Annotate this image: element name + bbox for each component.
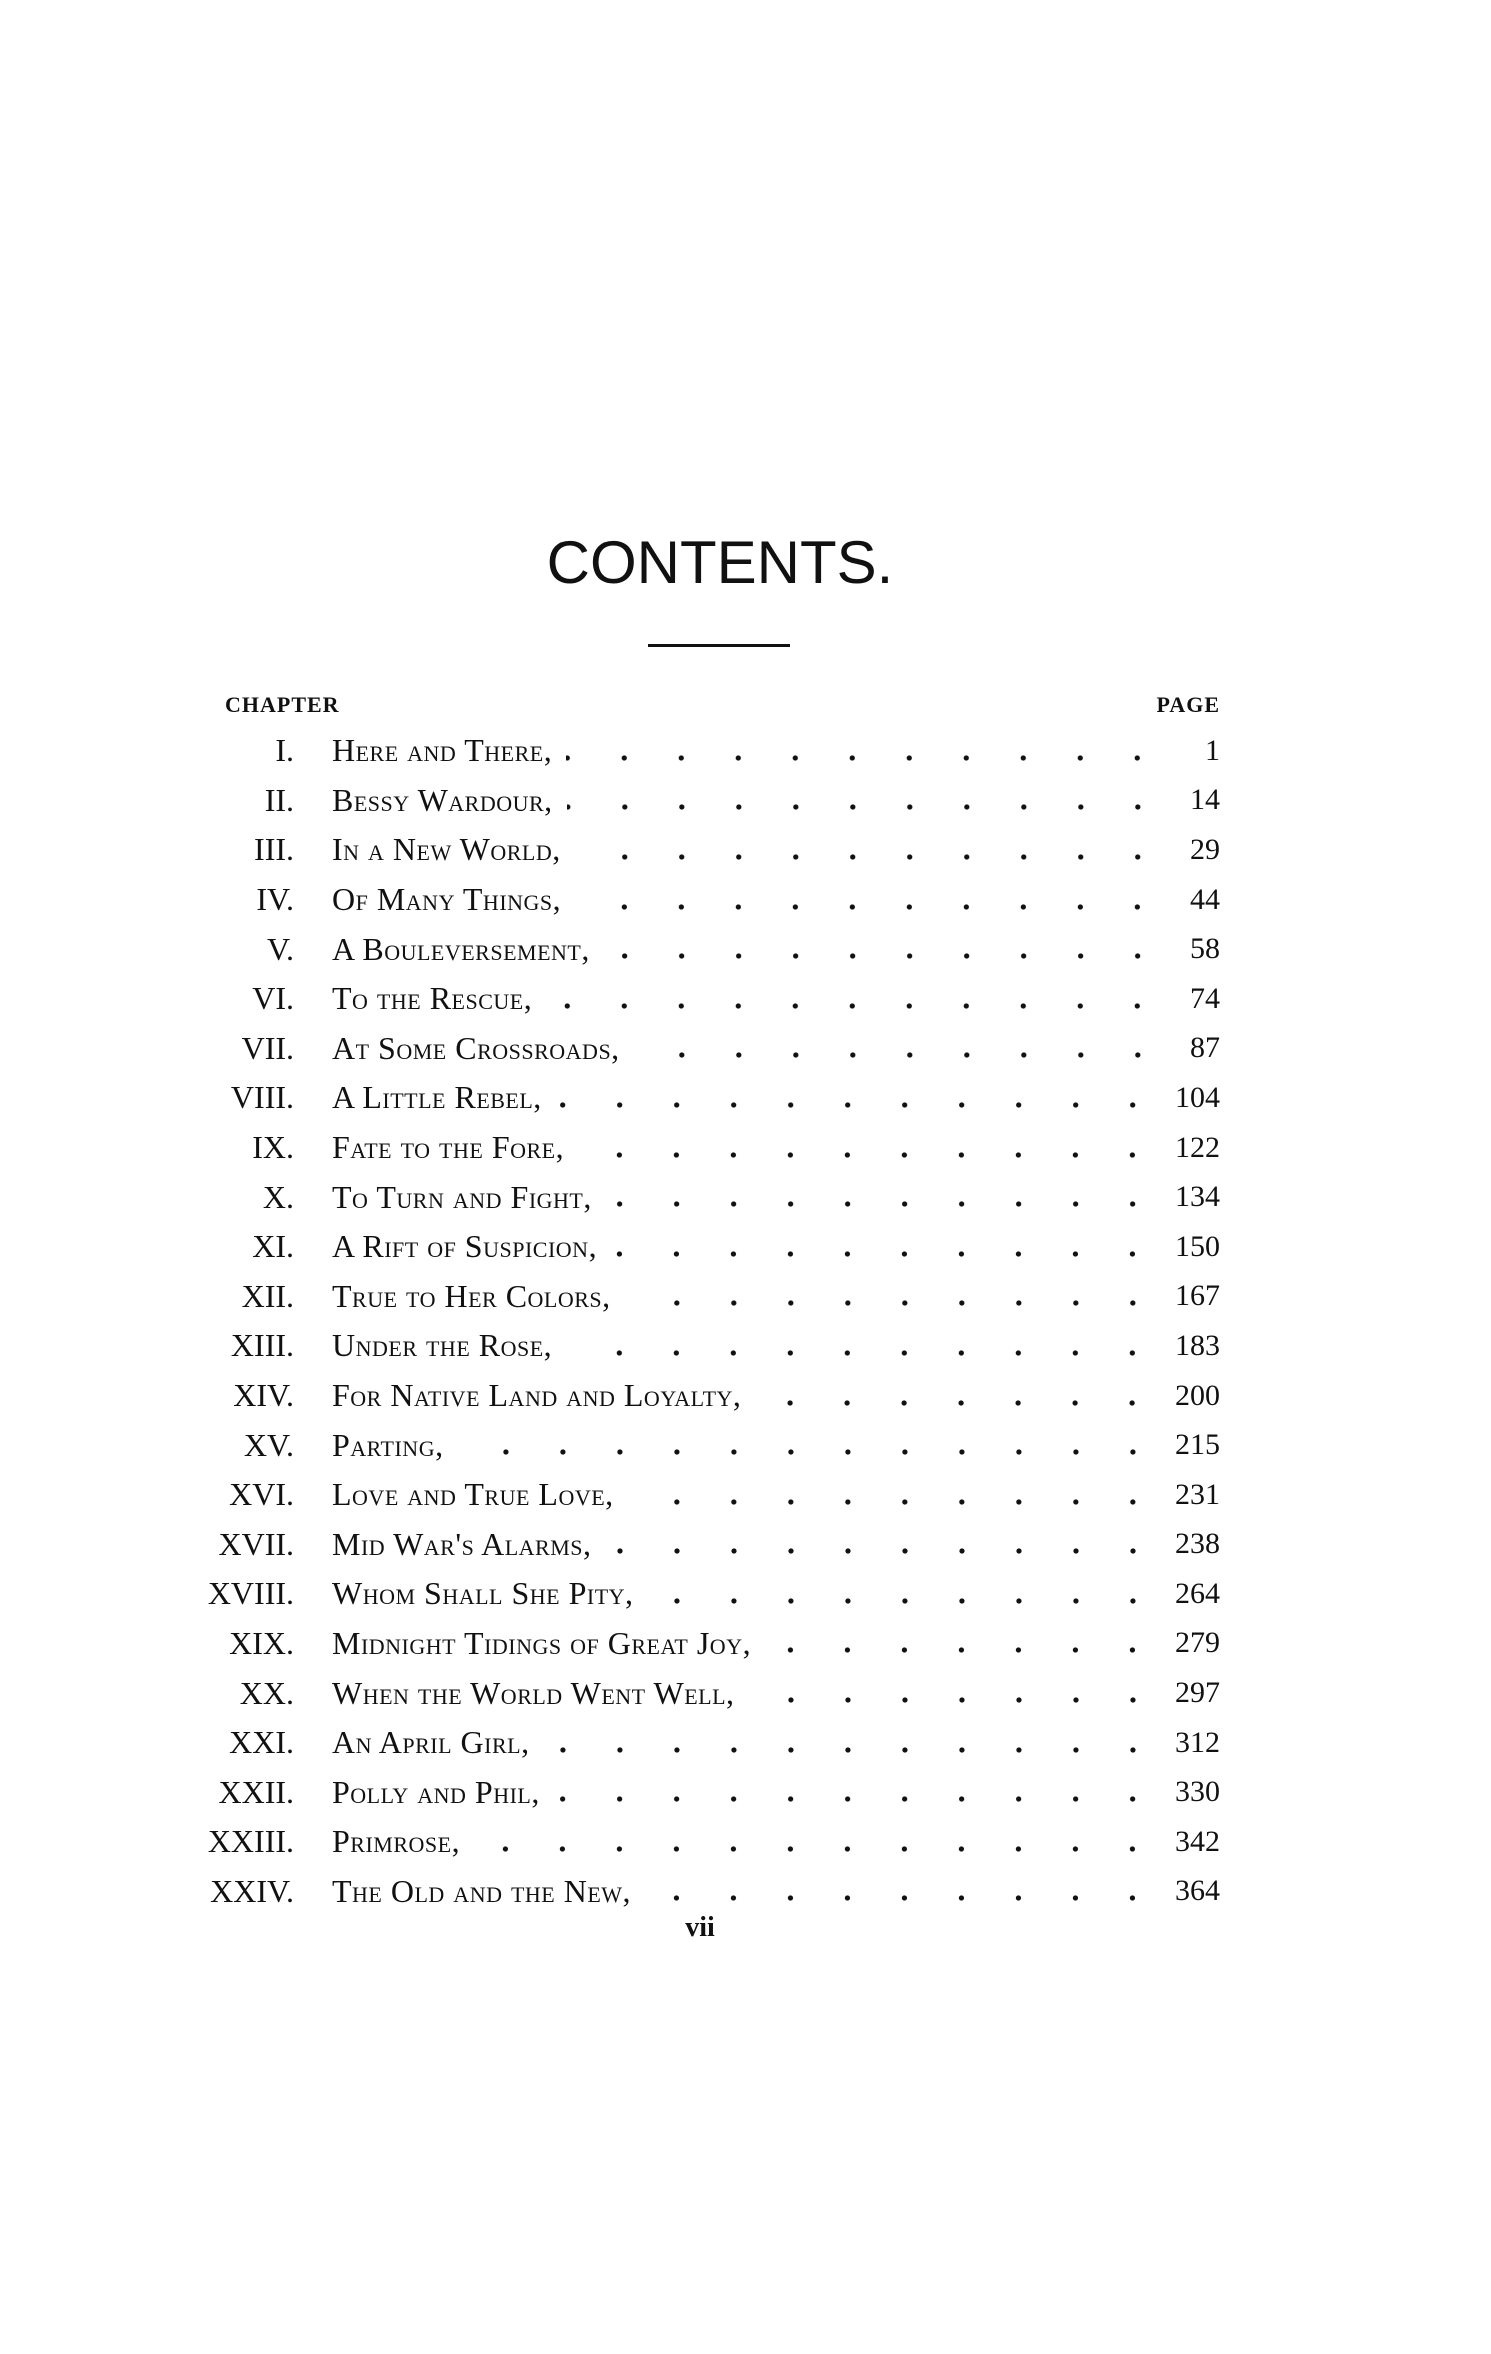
chapter-title: In a New World, <box>332 831 561 868</box>
contents-entry <box>200 776 1220 826</box>
chapter-title: A Little Rebel, <box>332 1079 542 1116</box>
chapter-numeral: IX. <box>252 1129 294 1166</box>
leader-dots <box>634 1050 1166 1060</box>
chapter-title: Love and True Love, <box>332 1476 614 1513</box>
contents-entry <box>200 1520 1220 1570</box>
chapter-title: When the World Went Well, <box>332 1674 735 1711</box>
chapter-title: Here and There, <box>332 732 553 769</box>
chapter-title: Of Many Things, <box>332 881 562 918</box>
chapter-numeral: XXIII. <box>207 1823 294 1860</box>
chapter-page: 14 <box>1190 783 1220 817</box>
contents-entry <box>200 1668 1220 1718</box>
chapter-title: A Rift of Suspicion, <box>332 1228 598 1265</box>
contents-entry <box>200 1073 1220 1123</box>
chapter-title: True to Her Colors, <box>332 1277 611 1314</box>
chapter-numeral: XXII. <box>218 1773 294 1810</box>
leader-dots <box>604 951 1166 961</box>
chapter-title: Under the Rose, <box>332 1327 553 1364</box>
chapter-page: 364 <box>1175 1874 1220 1908</box>
page-number: vii <box>685 1912 715 1943</box>
chapter-page: 215 <box>1175 1428 1220 1462</box>
chapter-numeral: XVIII. <box>207 1575 294 1612</box>
chapter-title: Bessy Wardour, <box>332 781 553 818</box>
chapter-numeral: XV. <box>243 1426 294 1463</box>
chapter-title: Polly and Phil, <box>332 1773 540 1810</box>
leader-dots <box>474 1844 1161 1854</box>
chapter-page: 1 <box>1205 733 1220 767</box>
chapter-page: 279 <box>1175 1626 1220 1660</box>
contents-entry <box>200 1272 1220 1322</box>
contents-entry <box>200 1718 1220 1768</box>
chapter-page: 29 <box>1190 832 1220 866</box>
contents-entry <box>200 1172 1220 1222</box>
contents-entry <box>200 1222 1220 1272</box>
chapter-title: Midnight Tidings of Great Joy, <box>332 1624 752 1661</box>
page-title: CONTENTS. <box>546 529 894 596</box>
chapter-numeral: III. <box>254 831 294 868</box>
chapter-title: Primrose, <box>332 1823 461 1860</box>
chapter-page: 74 <box>1190 981 1220 1015</box>
contents-entry <box>200 1420 1220 1470</box>
contents-entry <box>200 1470 1220 1520</box>
leader-dots <box>606 1199 1161 1209</box>
leader-dots <box>765 1645 1161 1655</box>
contents-entry <box>200 1123 1220 1173</box>
chapter-numeral: XXI. <box>229 1724 294 1761</box>
leader-dots <box>625 1298 1161 1308</box>
chapter-title: For Native Land and Loyalty, <box>332 1377 742 1414</box>
chapter-numeral: X. <box>262 1178 294 1215</box>
leader-dots <box>606 1546 1162 1556</box>
chapter-page: 264 <box>1175 1576 1220 1610</box>
chapter-title: Parting, <box>332 1426 444 1463</box>
contents-entry <box>200 1817 1220 1867</box>
leader-dots <box>648 1596 1161 1606</box>
chapter-title: A Bouleversement, <box>332 930 590 967</box>
leader-dots <box>567 802 1166 812</box>
chapter-page: 342 <box>1175 1824 1220 1858</box>
contents-entry <box>200 726 1220 776</box>
chapter-numeral: XVII. <box>218 1525 294 1562</box>
contents-entry <box>200 825 1220 875</box>
contents-entry <box>200 875 1220 925</box>
chapter-numeral: II. <box>264 781 294 818</box>
title-rule <box>648 644 790 647</box>
contents-entry <box>200 924 1220 974</box>
chapter-numeral: I. <box>275 732 294 769</box>
contents-entry <box>200 1569 1220 1619</box>
contents-entry <box>200 1371 1220 1421</box>
chapter-page: 58 <box>1190 932 1220 966</box>
leader-dots <box>628 1497 1161 1507</box>
chapter-page: 231 <box>1175 1477 1220 1511</box>
chapter-numeral: VI. <box>252 980 294 1017</box>
chapter-title: Fate to the Fore, <box>332 1129 565 1166</box>
chapter-page: 87 <box>1190 1031 1220 1065</box>
chapter-page: 312 <box>1175 1725 1220 1759</box>
page-column-header: PAGE <box>1156 692 1220 717</box>
chapter-page: 44 <box>1190 882 1220 916</box>
chapter-numeral: XI. <box>252 1228 294 1265</box>
chapter-numeral: XII. <box>241 1277 294 1314</box>
contents-list <box>200 726 1220 1916</box>
leader-dots <box>575 852 1166 862</box>
chapter-numeral: VII. <box>241 1029 294 1066</box>
contents-entry <box>200 974 1220 1024</box>
leader-dots <box>544 1745 1161 1755</box>
leader-dots <box>566 1348 1161 1358</box>
contents-entry <box>200 1619 1220 1669</box>
leader-dots <box>645 1893 1161 1903</box>
chapter-title: The Old and the New, <box>332 1872 632 1909</box>
chapter-title: To the Rescue, <box>332 980 533 1017</box>
leader-dots <box>755 1398 1161 1408</box>
chapter-numeral: XXIV. <box>210 1872 294 1909</box>
chapter-page: 297 <box>1175 1676 1220 1710</box>
leader-dots <box>546 1001 1166 1011</box>
chapter-numeral: XIX. <box>229 1624 294 1661</box>
leader-dots <box>578 1150 1161 1160</box>
leader-dots <box>458 1447 1161 1457</box>
chapter-title: At Some Crossroads, <box>332 1029 620 1066</box>
leader-dots <box>556 1100 1161 1110</box>
chapter-page: 200 <box>1175 1378 1220 1412</box>
contents-entry <box>200 1867 1220 1917</box>
chapter-page: 183 <box>1175 1328 1220 1362</box>
chapter-numeral: XVI. <box>229 1476 294 1513</box>
chapter-page: 122 <box>1175 1130 1220 1164</box>
contents-entry <box>200 1767 1220 1817</box>
chapter-page: 104 <box>1175 1080 1220 1114</box>
chapter-page: 150 <box>1175 1229 1220 1263</box>
chapter-title: To Turn and Fight, <box>332 1178 592 1215</box>
chapter-numeral: VIII. <box>230 1079 294 1116</box>
leader-dots <box>566 753 1166 763</box>
chapter-page: 238 <box>1175 1527 1220 1561</box>
contents-entry <box>200 1321 1220 1371</box>
chapter-page: 330 <box>1175 1775 1220 1809</box>
chapter-column-header: CHAPTER <box>225 692 340 717</box>
leader-dots <box>554 1794 1161 1804</box>
chapter-numeral: V. <box>267 930 294 967</box>
chapter-numeral: XIII. <box>230 1327 294 1364</box>
chapter-title: Mid War's Alarms, <box>332 1525 592 1562</box>
chapter-page: 167 <box>1175 1279 1220 1313</box>
chapter-numeral: IV. <box>256 881 294 918</box>
chapter-title: An April Girl, <box>332 1724 530 1761</box>
leader-dots <box>575 902 1166 912</box>
chapter-title: Whom Shall She Pity, <box>332 1575 634 1612</box>
leader-dots <box>749 1695 1161 1705</box>
chapter-numeral: XIV. <box>233 1377 294 1414</box>
leader-dots <box>611 1249 1161 1259</box>
chapter-page: 134 <box>1175 1180 1220 1214</box>
contents-entry <box>200 1024 1220 1074</box>
chapter-numeral: XX. <box>239 1674 294 1711</box>
